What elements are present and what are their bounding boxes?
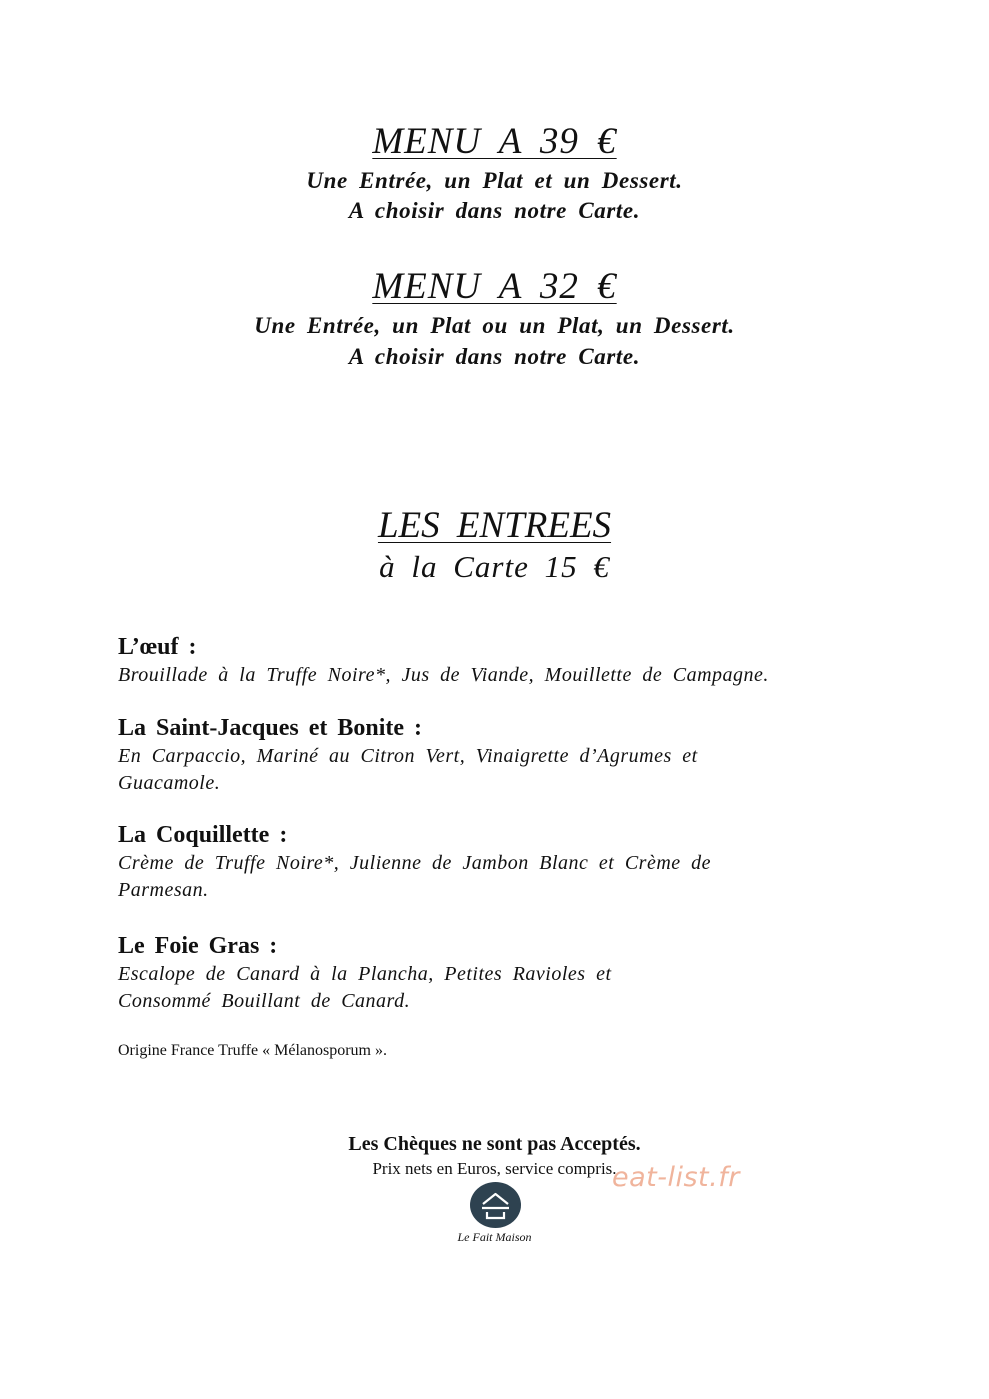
cheques-notice: Les Chèques ne sont pas Acceptés.	[348, 1133, 641, 1155]
house-icon	[470, 1182, 521, 1228]
menu-39-line-1: Une Entrée, un Plat et un Dessert.	[306, 168, 683, 193]
dish-description: Guacamole.	[118, 772, 221, 794]
menu-32-line-2: A choisir dans notre Carte.	[348, 344, 641, 369]
entrees-title: LES ENTREES	[377, 505, 612, 546]
dish-coquillette	[118, 820, 878, 904]
dish-description: Parmesan.	[118, 879, 209, 901]
logo-label: Le Fait Maison	[457, 1230, 532, 1244]
dish-description: Crème de Truffe Noire*, Julienne de Jambon Blanc et Crème de	[118, 852, 712, 874]
dish-saint-jacques	[118, 713, 878, 797]
dish-name: L’œuf :	[118, 634, 197, 660]
menu-32-title: MENU A 32 €	[372, 266, 617, 307]
menu-39-title: MENU A 39 €	[372, 121, 617, 162]
dish-name: Le Foie Gras :	[118, 933, 278, 959]
dish-description: Escalope de Canard à la Plancha, Petites Ravioles et	[118, 963, 612, 985]
dish-foie-gras	[118, 931, 878, 1015]
dish-oeuf	[118, 632, 878, 689]
truffle-origin-note: Origine France Truffe « Mélanosporum ».	[118, 1042, 387, 1059]
menu-32-line-1: Une Entrée, un Plat ou un Plat, un Dessert.	[254, 313, 735, 338]
fait-maison-logo	[470, 1182, 521, 1228]
prices-notice: Prix nets en Euros, service compris.	[372, 1159, 617, 1178]
dish-description: Brouillade à la Truffe Noire*, Jus de Viande, Mouillette de Campagne.	[118, 664, 769, 686]
dish-name: La Saint-Jacques et Bonite :	[118, 715, 422, 741]
dish-description: En Carpaccio, Mariné au Citron Vert, Vinaigrette d’Agrumes et	[118, 745, 698, 767]
dish-name: La Coquillette :	[118, 822, 288, 848]
dish-description: Consommé Bouillant de Canard.	[118, 990, 411, 1012]
menu-39-line-2: A choisir dans notre Carte.	[348, 198, 641, 223]
watermark: eat-list.fr	[612, 1162, 740, 1193]
entrees-subtitle: à la Carte 15 €	[379, 549, 610, 584]
